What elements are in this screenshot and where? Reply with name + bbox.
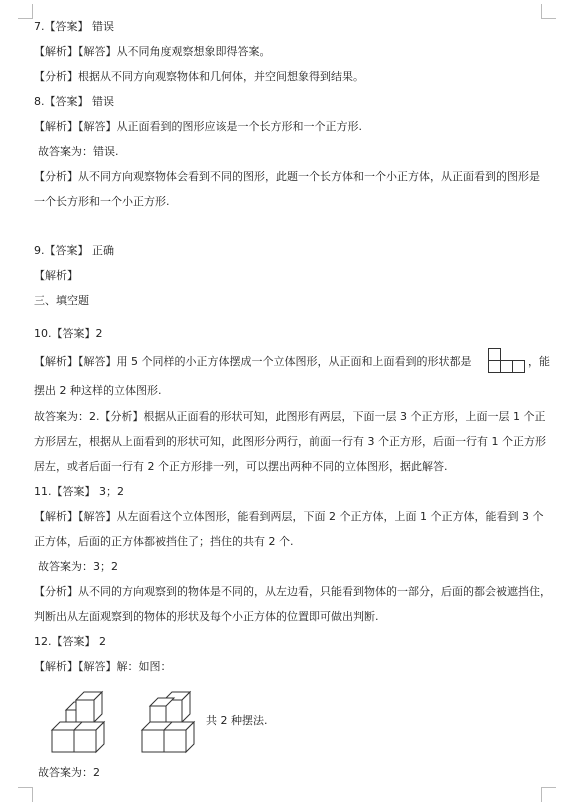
explanation-11-line2: 判断出从左面观察到的物体的形状及每个小正方体的位置即可做出判断. <box>34 610 379 623</box>
front-top-view-shape-icon <box>488 348 526 374</box>
answer-10: 10.【答案】2 <box>34 327 103 340</box>
crop-mark-top-right <box>541 4 556 19</box>
arrangement-count: 共 2 种摆法. <box>206 714 268 727</box>
result-8: 故答案为：错误. <box>38 145 119 158</box>
analysis-10-line2: 摆出 2 种这样的立体图形. <box>34 384 162 397</box>
analysis-8: 【解析】【解答】从正面看到的图形应该是一个长方形和一个正方形. <box>34 120 362 133</box>
analysis-10-line1 <box>34 355 472 369</box>
analysis-12: 【解析】【解答】解：如图： <box>34 660 172 673</box>
answer-11: 11.【答案】 3；2 <box>34 485 124 498</box>
analysis-11-line1: 【解析】【解答】从左面看这个立体图形，能看到两层，下面 2 个正方体，上面 1 个正方体，能看到 3 个 <box>34 510 544 523</box>
crop-mark-top-left <box>18 4 33 19</box>
explanation-8-line2: 一个长方形和一个小正方形. <box>34 195 170 208</box>
explanation-11-line1: 【分析】从不同的方向观察到的物体是不同的，从左边看，只能看到物体的一部分，后面的都会被遮挡住， <box>34 585 551 598</box>
cube-arrangement-2 <box>138 690 200 756</box>
answer-8: 8.【答案】 错误 <box>34 95 114 108</box>
result-11: 故答案为：3；2 <box>38 560 118 573</box>
analysis-11-line2: 正方体，后面的正方体都被挡住了；挡住的共有 2 个. <box>34 535 294 548</box>
crop-mark-bottom-left <box>18 787 33 802</box>
analysis-7: 【解析】【解答】从不同角度观察想象即得答案。 <box>34 45 271 58</box>
explanation-7: 【分析】根据从不同方向观察物体和几何体，并空间想象得到结果。 <box>34 70 364 83</box>
section-heading-fill-blank: 三、填空题 <box>34 294 89 307</box>
result-10-line3: 居左，或者后面一行有 2 个正方形排一列，可以摆出两种不同的立体图形，据此解答. <box>34 460 448 473</box>
crop-mark-bottom-right <box>541 787 556 802</box>
analysis-10-suffix: ，能 <box>528 355 550 368</box>
answer-7: 7.【答案】 错误 <box>34 20 114 33</box>
answer-9: 9.【答案】 正确 <box>34 244 114 257</box>
result-10-line1: 故答案为：2.【分析】根据从正面看的形状可知，此图形有两层，下面一层 3 个正方形，上面一层 1 个正 <box>34 410 546 423</box>
analysis-9: 【解析】 <box>34 269 78 282</box>
result-10-line2: 方形居左，根据从上面看到的形状可知，此图形分两行，前面一行有 3 个正方形，后面一行有 1 个正方形 <box>34 435 546 448</box>
result-12: 故答案为：2 <box>38 766 100 779</box>
explanation-8-line1: 【分析】从不同方向观察物体会看到不同的图形，此题一个长方体和一个小正方体，从正面看到的图形是 <box>34 170 540 183</box>
answer-12: 12.【答案】 2 <box>34 635 106 648</box>
analysis-10-text: 【解析】【解答】用 5 个同样的小正方体摆成一个立体图形，从正面和上面看到的形状都是 <box>34 355 472 368</box>
cube-arrangement-1 <box>48 690 110 756</box>
